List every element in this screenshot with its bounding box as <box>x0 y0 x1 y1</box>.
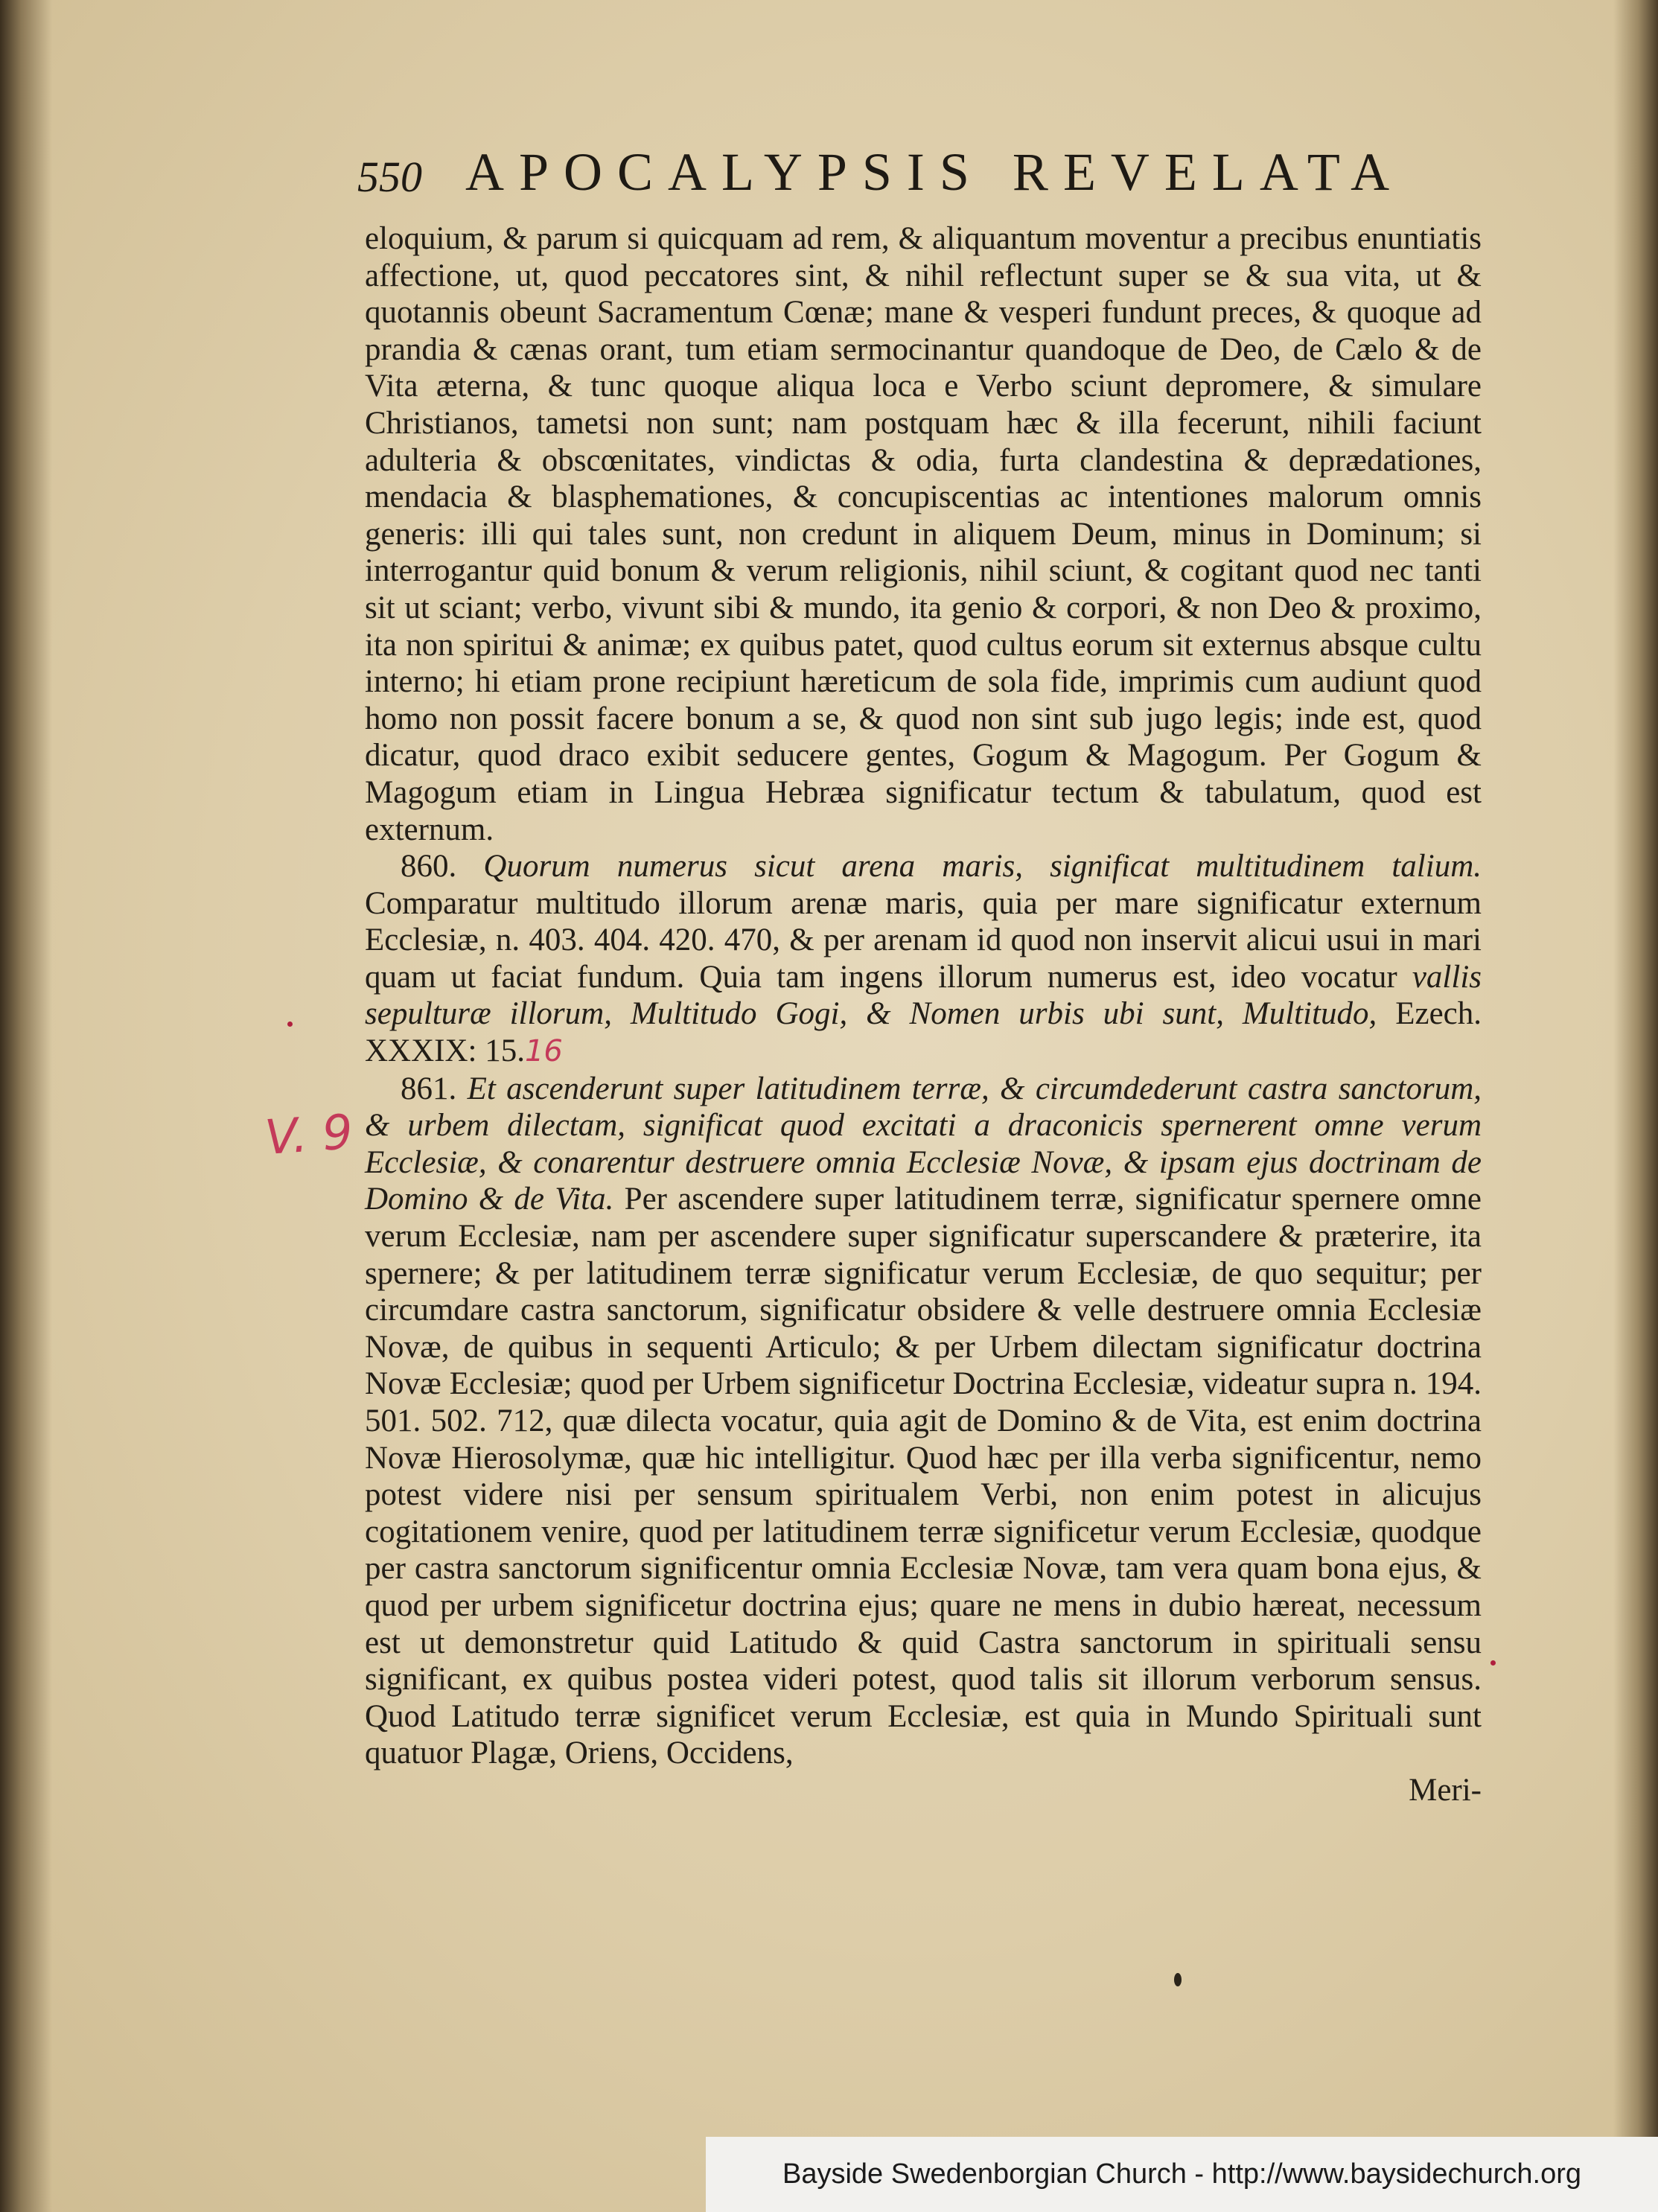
running-title: APOCALYPSIS REVELATA <box>465 142 1405 202</box>
section-number: 861. <box>401 1071 457 1106</box>
body-text <box>365 220 1482 1809</box>
page-edge-shadow <box>1613 0 1658 2212</box>
ink-mark <box>1490 1660 1496 1666</box>
handwritten-correction: 16 <box>524 1034 563 1069</box>
book-gutter-shadow <box>0 0 52 2212</box>
intro-paragraph: eloquium, & parum si quicquam ad rem, & aliquantum moventur a precibus enuntiatis affectione, ut, quod peccatores sint, & nihil reflectunt super se & sua vita, ut & quotannis obeunt Sacramentum Cœnæ; mane & vesperi fundunt preces, & quoque ad prandia & cænas orant, tum etiam sermocinantur quandoque de Deo, de Cælo & de Vita æterna, & tunc quoque aliqua loca e Verbo sciunt depromere, & simulare Christianos, tametsi non sunt; nam postquam hæc & illa fecerunt, nihili faciunt adulteria & obscœnitates, vindictas & odia, furta clandestina & deprædationes, mendacia & blasphemationes, & concupiscentias ac intentiones malorum omnis generis: illi qui tales sunt, non credunt in aliquem Deum, minus in Dominum; si interrogantur quid bonum & verum religionis, nihil sciunt, & cogitant quod nec tanti sit ut sciant; verbo, vivunt sibi & mundo, ita genio & corpori, & non Deo & proximo, ita non spiritui & animæ; ex quibus patet, quod cultus eorum sit externus absque cultu interno; hi etiam prone recipiunt hæreticum de sola fide, imprimis cum audiunt quod homo non possit facere bonum a se, & quod non sint sub jugo legis; inde est, quod dicatur, quod draco exibit seducere gentes, Gogum & Magogum. Per Gogum & Magogum etiam in Lingua Hebræa significatur tectum & tabulatum, quod est externum. <box>365 221 1482 847</box>
ink-smudge <box>1174 1973 1182 1986</box>
section-quote: vallis sepulturæ illorum, Multitudo Gogi, & Nomen urbis ubi sunt, Multitudo, <box>365 959 1482 1032</box>
section-reference: Ezech. XXXIX: 15. <box>365 996 1482 1069</box>
watermark-banner <box>706 2137 1658 2212</box>
ink-mark <box>287 1021 293 1027</box>
paragraph-860 <box>365 848 1482 1071</box>
section-heading: Quorum numerus sicut arena maris, significat multitudinem talium. <box>483 849 1482 885</box>
running-header <box>357 141 1429 208</box>
catchword: Meri- <box>1409 1772 1482 1808</box>
watermark-text: Bayside Swedenborgian Church - http://www.baysidechurch.org <box>782 2158 1582 2190</box>
handwritten-margin-note: V. 9 <box>263 1104 355 1167</box>
section-heading: Et ascenderunt super latitudinem terræ, & circumdederunt castra sanctorum, & urbem dilectam, significat quod excitati a draconicis spernerent omne verum Ecclesiæ, & conarentur destruere omnia Ecclesiæ Novæ, & ipsam ejus doctrinam de Domino & de Vita. <box>365 1071 1482 1217</box>
section-number: 860. <box>401 849 457 885</box>
section-text: Comparatur multitudo illorum arenæ maris, quia per mare significatur externum Ecclesiæ, n. 403. 404. 420. 470, & per arenam id quod non inservit alicui usui in mari quam ut faciat fundum. Quia tam ingens illorum numerus est, ideo vocatur <box>365 885 1482 995</box>
section-text: Per ascendere super latitudinem terræ, significatur spernere omne verum Ecclesiæ, nam per ascendere super significatur superscandere & præterire, ita spernere; & per latitudinem terræ significatur verum Ecclesiæ, de quo sequitur; per circumdare castra sanctorum, significatur obsidere & velle destruere omnia Ecclesiæ Novæ, de quibus in sequenti Articulo; & per Urbem dilectam significatur doctrina Novæ Ecclesiæ; quod per Urbem significetur Doctrina Ecclesiæ, videatur supra n. 194. 501. 502. 712, quæ dilecta vocatur, quia agit de Domino & de Vita, est enim doctrina Novæ Hierosolymæ, quæ hic intelligitur. Quod hæc per illa verba significentur, nemo potest videre nisi per sensum spiritualem Verbi, non enim potest in alicujus cogitationem venire, quod per latitudinem terræ significetur verum Ecclesiæ, quodque per castra sanctorum significentur omnia Ecclesiæ Novæ, tam vera quam bona ejus, & quod per urbem significetur doctrina ejus; quare ne mens in dubio hæreat, necessum est ut demonstretur quid Latitudo & quid Castra sanctorum in spirituali sensu significant, ex quibus postea videri potest, quod talis sit illorum verborum sensus. Quod Latitudo terræ significet verum Ecclesiæ, est quia in Mundo Spirituali sunt quatuor Plagæ, Oriens, Occidens, <box>365 1182 1482 1771</box>
paragraph-861 <box>365 1071 1482 1772</box>
page-number: 550 <box>357 153 422 201</box>
